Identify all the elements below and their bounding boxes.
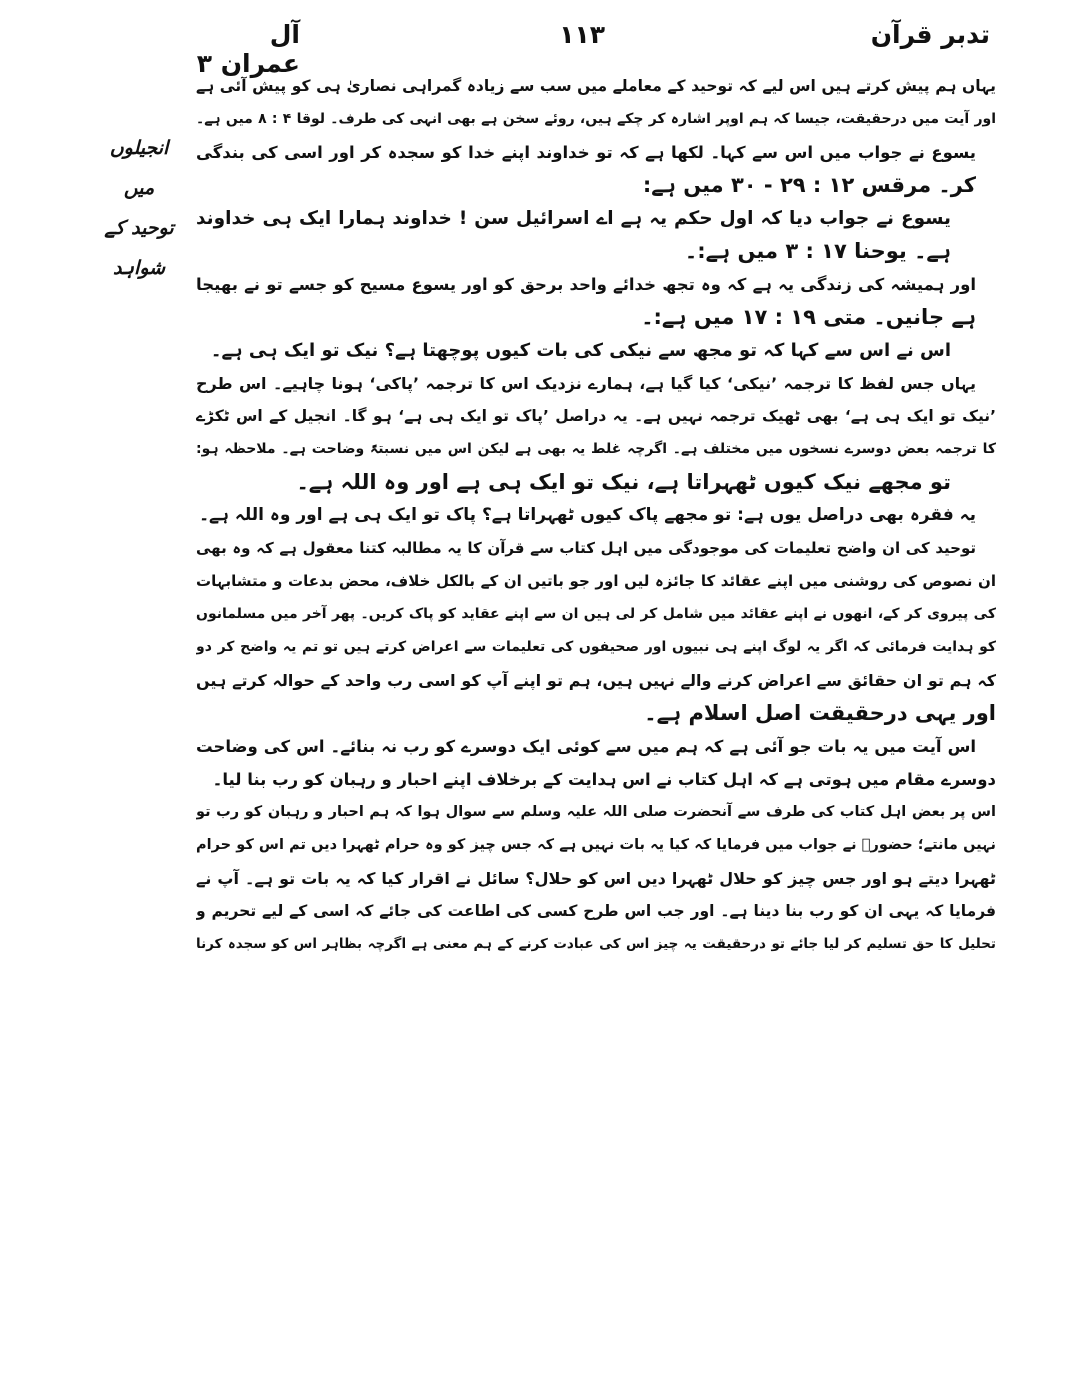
text-line: کہ ہم تو ان حقائق سے اعراض کرنے والے نہیں ہیں، ہم تو اپنے آپ کو اسی رب واحد کے حوالہ کرتے ہیں xyxy=(196,671,996,690)
text-line: ان نصوص کی روشنی میں اپنے عقائد کا جائزہ لیں اور جو باتیں ان کے بالکل خلاف، محض بدعات و متشابہات xyxy=(196,572,996,590)
text-line: یہاں جس لفظ کا ترجمہ ’نیکی‘ کیا گیا ہے، ہمارے نزدیک اس کا ترجمہ ’پاکی‘ ہونا چاہیے۔ اس طرح xyxy=(196,374,976,393)
margin-note-line: انجیلوں میں xyxy=(109,137,169,199)
text-line: کی پیروی کر کے، انھوں نے اپنے عقائد میں شامل کر لی ہیں ان سے اپنے عقاید کو پاک کریں۔ پھر آخر میں مسلمانوں xyxy=(196,606,996,622)
page-number: ۱۱۳ xyxy=(559,20,605,49)
margin-note xyxy=(104,128,174,288)
text-line: اس نے اس سے کہا کہ تو مجھ سے نیکی کی بات کیوں پوچھتا ہے؟ نیک تو ایک ہی ہے۔ xyxy=(210,340,951,361)
text-line: یسوع نے جواب میں اس سے کہا۔ لکھا ہے کہ تو خداوند اپنے خدا کو سجدہ کر اور اسی کی بندگی xyxy=(196,143,976,162)
text-line: کو ہدایت فرمائی کہ اگر یہ لوگ اپنے ہی نبیوں اور صحیفوں کی تعلیمات سے اعراض کرتے ہیں تو تم یہ واضح کر دو xyxy=(196,639,996,655)
text-line: اور آیت میں درحقیقت، جیسا کہ ہم اوپر اشارہ کر چکے ہیں، روئے سخن ہے بھی انہی کی طرف۔ لوقا ۴ : ۸ میں ہے۔ xyxy=(196,111,996,127)
surah-title: آل عمران ۳ xyxy=(196,20,300,78)
text-line: تو مجھے نیک کیوں ٹھہراتا ہے، نیک تو ایک ہی ہے اور وہ اللہ ہے۔ xyxy=(296,470,951,494)
text-line: توحید کی ان واضح تعلیمات کی موجودگی میں اہل کتاب سے قرآن کا یہ مطالبہ کتنا معقول ہے کہ وہ بھی xyxy=(196,539,976,557)
text-line: اس آیت میں یہ بات جو آئی ہے کہ ہم میں سے کوئی ایک دوسرے کو رب نہ بنائے۔ اس کی وضاحت xyxy=(196,737,976,756)
page-header xyxy=(190,14,990,78)
margin-note-line: توحید کے xyxy=(104,217,174,239)
text-line: ’نیک تو ایک ہی ہے‘ بھی ٹھیک ترجمہ نہیں ہے۔ یہ دراصل ’پاک تو ایک ہی ہے‘ ہو گا۔ انجیل کے اس ٹکڑے xyxy=(196,407,996,425)
text-line: ہے جانیں۔ متی ۱۹ : ۱۷ میں ہے:۔ xyxy=(641,305,976,329)
text-line: یہ فقرہ بھی دراصل یوں ہے: تو مجھے پاک کیوں ٹھہراتا ہے؟ پاک تو ایک ہی ہے اور وہ اللہ ہے۔ xyxy=(199,505,976,525)
book-title: تدبر قرآن xyxy=(870,20,990,49)
text-line: دوسرے مقام میں ہوتی ہے کہ اہل کتاب نے اس ہدایت کے برخلاف اپنے احبار و رہبان کو رب بنا لیا۔ xyxy=(212,770,996,789)
text-line: اور ہمیشہ کی زندگی یہ ہے کہ وہ تجھ خدائے واحد برحق کو اور یسوع مسیح کو جسے تو نے بھیجا xyxy=(196,275,976,294)
text-line: یسوع نے جواب دیا کہ اول حکم یہ ہے اے اسرائیل سن ! خداوند ہمارا ایک ہی خداوند xyxy=(196,208,951,229)
body-text xyxy=(196,70,996,961)
text-line: ٹھہرا دیتے ہو اور جس چیز کو حلال ٹھہرا دیں اس کو حلال؟ سائل نے اقرار کیا کہ یہ بات تو ہے۔ آپ نے xyxy=(196,869,996,888)
margin-note-line: شواہد xyxy=(112,257,166,279)
text-line: نہیں مانتے؛ حضورؐ نے جواب میں فرمایا کہ کیا یہ بات نہیں ہے کہ جس چیز کو وہ حرام ٹھہرا دیں تم اس کو حرام xyxy=(196,837,996,853)
text-line: اور یہی درحقیقت اصل اسلام ہے۔ xyxy=(644,701,996,725)
text-line: کا ترجمہ بعض دوسرے نسخوں میں مختلف ہے۔ اگرچہ غلط یہ بھی ہے لیکن اس میں نسبتہً وضاحت ہے۔ ملاحظہ ہو: xyxy=(196,441,996,457)
text-line: تحلیل کا حق تسلیم کر لیا جائے تو درحقیقت یہ چیز اس کی عبادت کرنے کے ہم معنی ہے اگرچہ بظاہر اس کو سجدہ کرنا xyxy=(196,936,996,952)
text-line: اس پر بعض اہل کتاب کی طرف سے آنحضرت صلی اللہ علیہ وسلم سے سوال ہوا کہ ہم احبار و رہبان کو رب تو xyxy=(196,804,996,820)
text-line: فرمایا کہ یہی ان کو رب بنا دینا ہے۔ اور جب اس طرح کسی کی اطاعت کی جائے کہ اسی کے لیے تحریم و xyxy=(196,902,996,920)
text-line: یہاں ہم پیش کرتے ہیں اس لیے کہ توحید کے معاملے میں سب سے زیادہ گمراہی نصاریٰ ہی کو پیش آئی ہے xyxy=(196,77,996,95)
text-line: ہے۔ یوحنا ۱۷ : ۳ میں ہے:۔ xyxy=(684,239,951,263)
text-line: کر۔ مرقس ۱۲ : ۲۹ - ۳۰ میں ہے: xyxy=(642,173,976,197)
